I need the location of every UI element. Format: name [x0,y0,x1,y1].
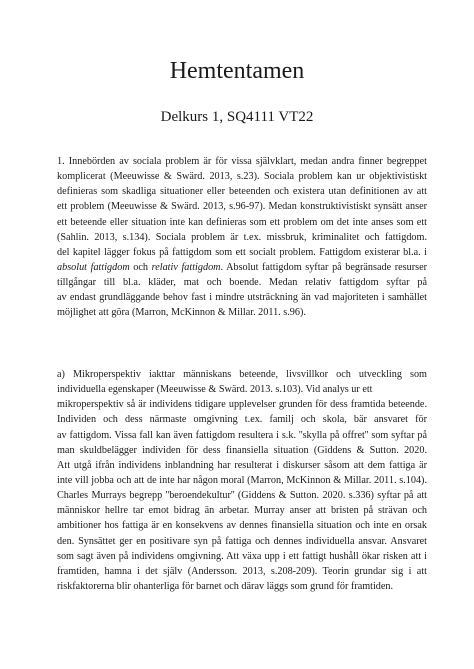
emphasis-relativ-fattigdom: relativ fattigdom [151,261,221,273]
emphasis-absolut-fattigdom: absolut fattigdom [57,261,130,273]
text-line: tillgångar till bl.a. kläder, mat och boende. Medan relativ fattigdom syftar på [57,277,427,289]
text-line: komplicerat (Meeuwisse & Swärd. 2013, s.23). Sociala problem kan ur objektivistiskt [57,171,427,183]
text-line: inte vill jobba och att de inte har någon moral (Marron, McKinnon & Millar. 2011. s.104). [57,474,427,486]
text-line: man skuldbelägger individen för dess finansiella situation (Giddens & Sutton. 2020. [57,444,427,456]
text-line: a) Mikroperspektiv iakttar människans beteende, livsvillkor och utveckling som [57,369,427,380]
text-line: av fattigdom. Vissa fall kan även fattigdom resultera i s.k. ''skylla på offret'' som syftar på [57,429,427,441]
text-line: människor hellre tar emot bidrag än arbetar. Murray anser att bristen på strävan och [57,505,427,517]
text-line: Charles Murrays begrepp ''beroendekultur'' (Giddens & Sutton. 2020. s.336) syftar på att [57,490,427,502]
text-line: individuella egenskaper (Meeuwisse & Swärd. 2013. s.103). Vid analys ur ett [57,384,373,396]
text-line: Att utgå ifrån individens inblandning har resulterat i diskurser såsom att dem fattiga är [57,459,427,471]
text-fragment: . Absolut fattigdom syftar på begränsade resurser [220,261,427,273]
text-fragment: och [129,261,152,273]
text-line: ett problem (Meeuwisse & Swärd. 2013, s.96-97). Medan konstruktivistiskt synsätt anser [57,201,427,213]
text-line: den. Synsättet ger en positivare syn på fattiga och dennes individuella ansvar. Ansvaret [57,535,427,547]
text-line: mikroperspektiv så är individens tidigare upplevelser grunden för dess framtida beteende. [57,399,427,411]
text-line: framtiden, hamna i det själv (Andersson. 2013, s.208-209). Teorin grundar sig i att [57,565,427,577]
text-line: del kapitel lägger fokus på fattigdom som ett socialt problem. Fattigdom existerar bl.a. i [57,246,427,258]
text-line-with-emphasis [57,260,427,275]
text-line: (Sahlin. 2013, s.134). Sociala problem är t.ex. missbruk, kriminalitet och fattigdom. [57,231,427,243]
page-subtitle: Delkurs 1, SQ4111 VT22 [160,109,314,125]
paragraph-2 [57,367,427,594]
page-title: Hemtentamen [169,58,305,84]
text-line: ambitioner hos fattiga är en konsekvens av dennes finansiella situation och inte en orsak [57,520,427,532]
text-line: ett beteende eller situation inte kan definieras som ett problem om det inte anses som ett [57,216,427,228]
text-line: riskfaktorerna blir ohanterliga för barnet och därav läggs som grund för framtiden. [57,580,394,592]
text-line: som sagt även på individens omgivning. Att växa upp i ett fattigt hushåll ökar risken att i [57,550,427,562]
paragraph-1 [57,154,427,321]
text-line: Individen och dess närmaste omgivning t.ex. familj och skola, bär ansvaret för [57,414,427,426]
text-line: av endast grundläggande behov fast i mindre utsträckning än vad majoriteten i samhället [57,292,427,304]
text-line: möjlighet att göra (Marron, McKinnon & Millar. 2011. s.96). [57,307,306,319]
text-line: 1. Innebörden av sociala problem är för vissa självklart, medan andra finner begreppet [57,156,427,167]
text-line: definieras som skadliga situationer eller beteenden och existera utan definitionen av att [57,186,427,198]
